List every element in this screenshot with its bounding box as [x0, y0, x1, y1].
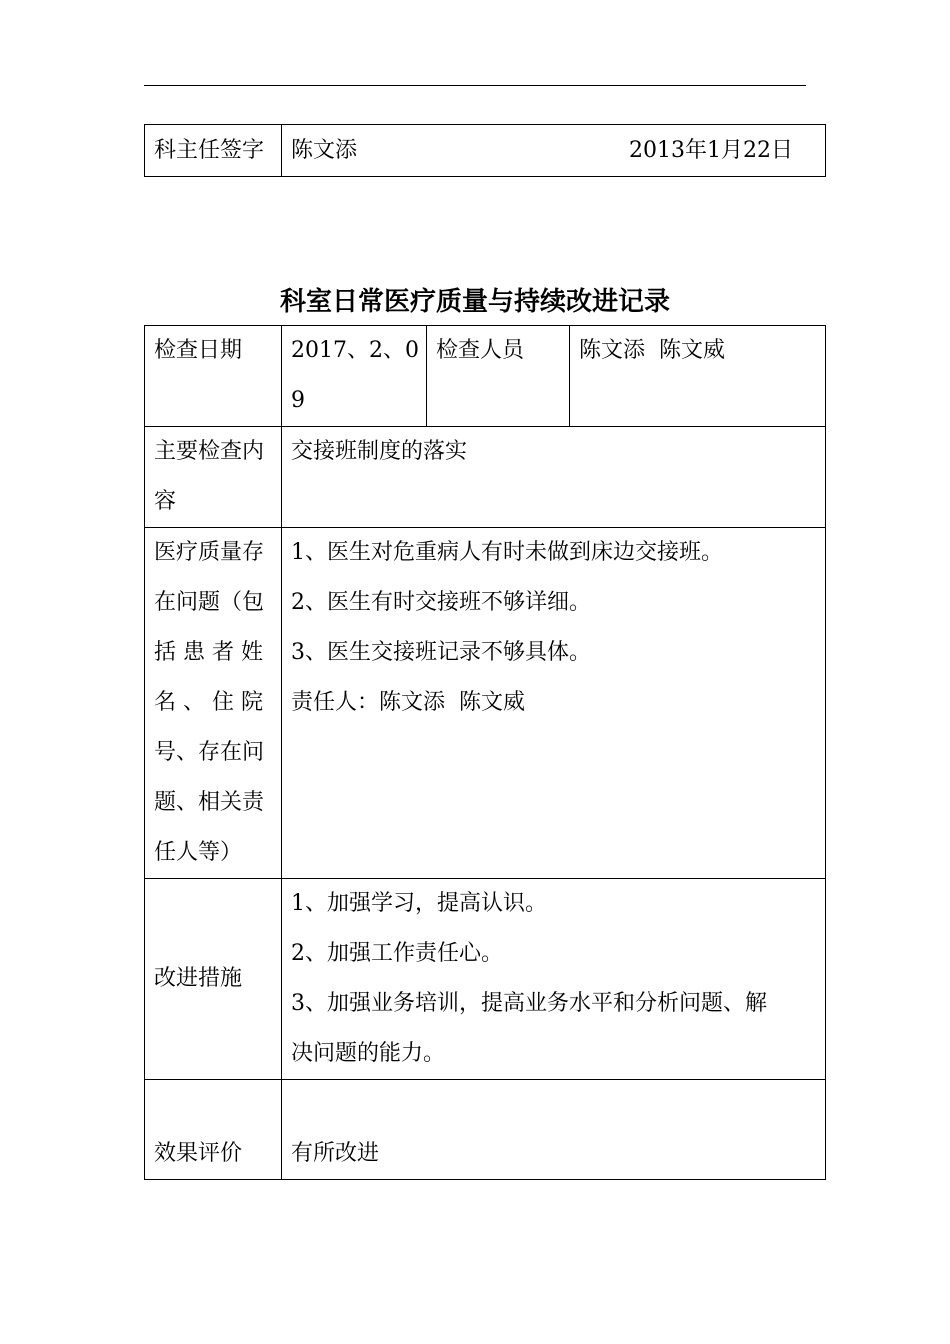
check-date-line-2: 9 — [291, 388, 305, 413]
content-label-line-1: 主要检查内 — [154, 439, 265, 464]
check-date-line-1: 2017、2、0 — [291, 338, 419, 363]
signature-row — [145, 125, 826, 177]
check-date-row — [145, 326, 826, 427]
issues-label-line: 在问题（包 — [154, 590, 265, 615]
inspector-label: 检查人员 — [427, 326, 570, 427]
issues-label-line: 任人等） — [154, 840, 243, 865]
check-date-label: 检查日期 — [145, 326, 282, 427]
inspector-value: 陈文添 陈文威 — [570, 326, 826, 427]
content-value: 交接班制度的落实 — [282, 427, 826, 528]
check-date-value — [282, 326, 427, 427]
issues-value — [282, 528, 826, 879]
measures-row — [145, 879, 826, 1080]
signature-label: 科主任签字 — [145, 125, 282, 177]
content-label-line-2: 容 — [154, 489, 177, 514]
issues-label-line: 号、存在问 — [154, 740, 265, 765]
header-rule — [144, 85, 806, 86]
issues-label-line: 名 、 住 院 — [154, 690, 263, 715]
record-table — [144, 325, 826, 1180]
issue-item: 1、医生对危重病人有时未做到床边交接班。 — [291, 540, 723, 565]
measure-item: 1、加强学习，提高认识。 — [291, 891, 547, 916]
issues-label — [145, 528, 282, 879]
evaluation-label: 效果评价 — [145, 1080, 282, 1180]
issues-label-line: 括 患 者 姓 — [154, 640, 263, 665]
signature-name: 陈文添 — [291, 137, 358, 163]
signature-value-cell — [282, 125, 826, 177]
issue-item: 2、医生有时交接班不够详细。 — [291, 590, 591, 615]
signature-date: 2013年1月22日 — [629, 137, 793, 163]
issues-row — [145, 528, 826, 879]
content-row — [145, 427, 826, 528]
measures-label: 改进措施 — [145, 879, 282, 1080]
issues-label-line: 题、相关责 — [154, 790, 265, 815]
responsible-persons: 责任人：陈文添 陈文威 — [291, 690, 525, 715]
issue-item: 3、医生交接班记录不够具体。 — [291, 640, 591, 665]
measures-value — [282, 879, 826, 1080]
measure-item: 2、加强工作责任心。 — [291, 941, 503, 966]
content-label — [145, 427, 282, 528]
evaluation-value: 有所改进 — [282, 1080, 826, 1180]
signature-table — [144, 124, 826, 177]
page-title: 科室日常医疗质量与持续改进记录 — [279, 287, 670, 317]
issues-label-line: 医疗质量存 — [154, 540, 265, 565]
measure-item: 决问题的能力。 — [291, 1041, 446, 1066]
measure-item: 3、加强业务培训，提高业务水平和分析问题、解 — [291, 991, 767, 1016]
evaluation-row — [145, 1080, 826, 1180]
